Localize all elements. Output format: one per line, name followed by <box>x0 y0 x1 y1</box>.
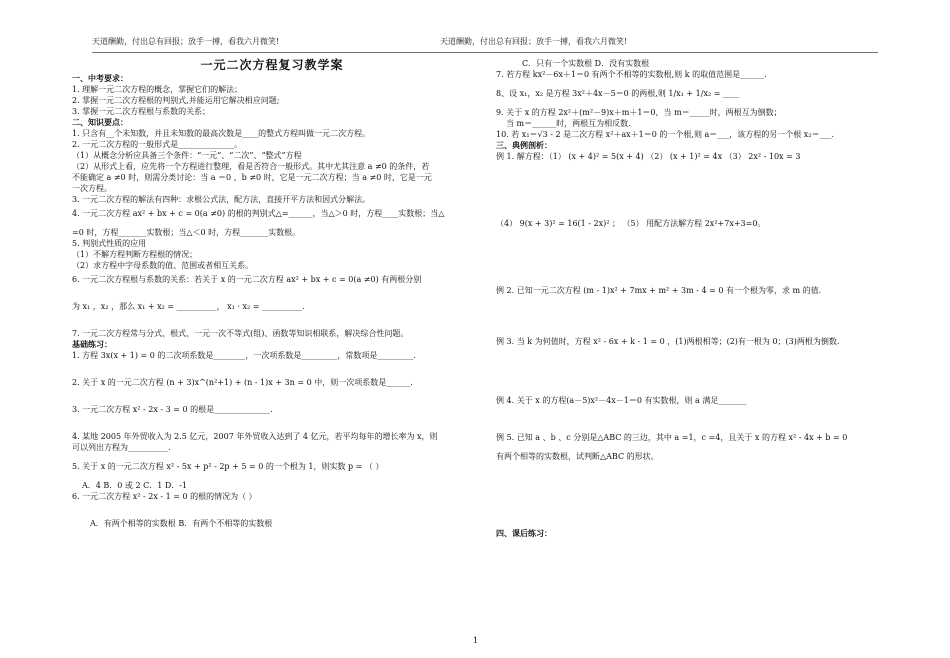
section-heading: 基础练习： <box>72 339 112 349</box>
text-line: 3. 一元二次方程 x² - 2x - 3 = 0 的根是______________. <box>72 405 273 414</box>
text-line: 9. 关于 x 的方程 2x²＋(m²－9)x＋m＋1＝0，当 m＝_____时，两根互为倒数； <box>496 108 782 117</box>
text-line: 2. 关于 x 的一元二次方程 (n + 3)x^(n²+1) + (n - 1)x + 3n = 0 中，则一次项系数是______. <box>72 378 413 387</box>
text-line: 3. 一元二次方程的解法有四种：求根公式法，配方法，直接开平方法和因式分解法。 <box>72 195 371 204</box>
text-line: 例 2. 已知一元二次方程 (m - 1)x² + 7mx + m² + 3m - 4 = 0 有一个根为零，求 m 的值. <box>496 286 822 295</box>
text-line: （1）不解方程判断方程根的情况； <box>72 250 198 259</box>
text-line: 一次方程。 <box>72 184 112 193</box>
text-line: （2）求方程中字母系数的值、范围或者相互关系。 <box>72 261 254 270</box>
section-heading: 二、知识要点： <box>72 117 128 127</box>
text-line: （1）从概念分析应具备三个条件：“一元”、“二次”、“整式”方程 <box>72 151 302 160</box>
text-line: 2. 掌握一元二次方程根的判别式,并能运用它解决相应问题; <box>72 96 280 105</box>
text-line: 1. 理解一元二次方程的概念，掌握它们的解法； <box>72 85 243 94</box>
section-heading: 一、中考要求： <box>72 73 128 83</box>
section-heading: 三、典例剖析： <box>496 140 552 150</box>
header-left: 天道酬勤，付出总有回报；放手一搏，看我六月微笑! <box>92 37 280 46</box>
text-line: 3. 掌握一元二次方程根与系数的关系； <box>72 107 211 116</box>
text-line: 4. 某地 2005 年外贸收入为 2.5 亿元，2007 年外贸收入达到了 4 亿元，若平均每年的增长率为 x，则 <box>72 432 438 441</box>
page-title: 一元二次方程复习教学案 <box>200 58 344 72</box>
text-line: 可以列出方程为__________. <box>72 443 171 452</box>
text-line: 8、设 x₁，x₂ 是方程 3x²＋4x－5＝0 的两根,则 1/x₁ + 1/x₂ = ____ <box>496 89 739 98</box>
text-line: 5. 判别式性质的应用 <box>72 239 147 248</box>
text-line: 例 3. 当 k 为何值时，方程 x² - 6x + k - 1 = 0 ，(1)两根相等；(2)有一根为 0；(3)两根为倒数. <box>496 337 840 346</box>
text-line: 当 m＝______时，两根互为相反数. <box>506 119 631 128</box>
text-line: 例 4. 关于 x 的方程(a－5)x²－4x－1＝0 有实数根，则 a 满足_______ <box>496 396 747 405</box>
right-column <box>496 58 896 539</box>
text-line: 例 1. 解方程：（1） (x + 4)² = 5(x + 4) （2） (x + 1)² = 4x （3） 2x² - 10x = 3 <box>496 152 801 161</box>
text-line: 2. 一元二次方程的一般形式是______________。 <box>72 140 243 149</box>
text-line: （2）从形式上看，应先将一个方程进行整理，看是否符合一般形式。其中尤其注意 a ≠0 的条件，若 <box>72 162 430 171</box>
text-line: 例 5. 已知 a 、b 、c 分别是△ABC 的三边，其中 a =1，c =4，且关于 x 的方程 x² - 4x + b = 0 <box>496 433 848 442</box>
text-line: A．4 B．0 或 2 C．1 D．-1 <box>82 481 188 490</box>
text-line: C．只有一个实数根 D．没有实数根 <box>522 59 650 68</box>
section-heading: 四、课后练习： <box>496 528 552 538</box>
text-line: 4. 一元二次方程 ax² + bx + c = 0(a ≠0) 的根的判别式△=______，当△＞0 时，方程____实数根；当△ <box>72 209 445 218</box>
text-line: 6. 一元二次方程根与系数的关系：若关于 x 的一元二次方程 ax² + bx + c = 0(a ≠0) 有两根分别 <box>72 275 422 284</box>
text-line: 7. 一元二次方程常与分式、根式、一元一次不等式(组)、函数等知识相联系，解决综合性问题。 <box>72 329 409 338</box>
text-line: 1. 只含有__个未知数，并且未知数的最高次数是____的整式方程叫做一元二次方程。 <box>72 129 371 138</box>
text-line: A．有两个相等的实数根 B．有两个不相等的实数根 <box>90 519 273 528</box>
text-line: =0 时，方程_______实数根；当△＜0 时，方程_______实数根。 <box>72 228 301 237</box>
text-line: 1. 方程 3x(x + 1) = 0 的二次项系数是________，一次项系数是_________，常数项是_________. <box>72 351 416 360</box>
text-line: 不能确定 a ≠0 时，则需分类讨论：当 a ＝0 ，b ≠0 时，它是一元二次方程；当 a ≠0 时，它是一元 <box>72 173 432 182</box>
page-number: 1 <box>473 636 479 645</box>
header-right: 天道酬勤，付出总有回报；放手一搏，看我六月微笑! <box>440 37 628 46</box>
text-line: 6. 一元二次方程 x² - 2x - 1 = 0 的根的情况为（ ） <box>72 492 257 501</box>
header-rule <box>92 52 878 53</box>
left-column <box>72 58 472 529</box>
text-line: 为 x₁ ，x₂ ，那么 x₁ + x₂ = __________， x₁ · x₂ = __________. <box>72 302 305 311</box>
text-line: （4） 9(x + 3)² = 16(1 - 2x)² ； （5） 用配方法解方程 2x²+7x+3=0。 <box>496 219 766 228</box>
text-line: 7. 若方程 kx²－6x＋1＝0 有两个不相等的实数根,则 k 的取值范围是______. <box>496 70 767 79</box>
text-line: 有两个相等的实数根，试判断△ABC 的形状。 <box>496 452 659 461</box>
text-line: 5. 关于 x 的一元二次方程 x² - 5x + p² - 2p + 5 = 0 的一个根为 1，则实数 p = （ ） <box>72 462 384 471</box>
text-line: 10. 若 x₁＝√3 - 2 是二次方程 x²＋ax＋1＝0 的一个根,则 a＝___，该方程的另一个根 x₂＝___. <box>496 130 835 139</box>
